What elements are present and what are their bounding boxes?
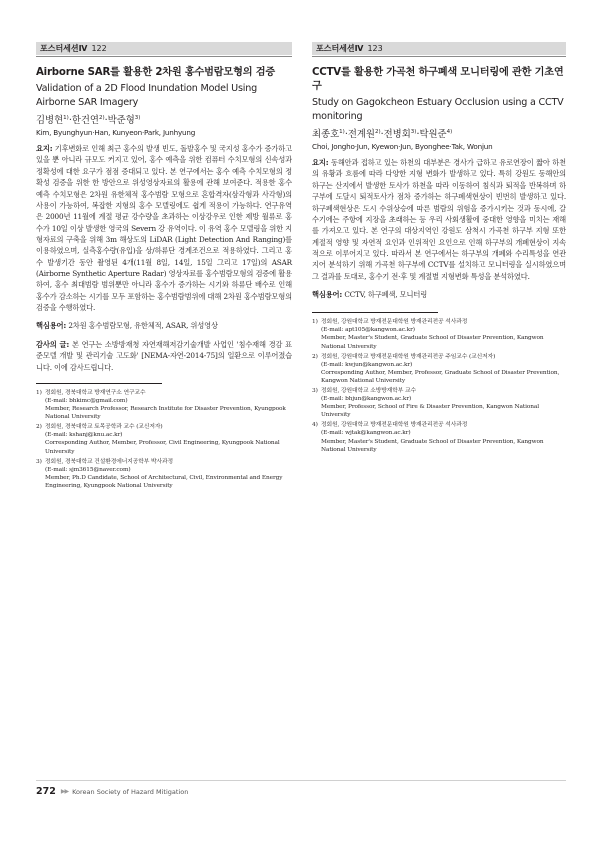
- author-affiliation-mark: 3): [134, 115, 141, 121]
- author-affiliation-mark: 2): [98, 115, 105, 121]
- author-name: 전병회: [383, 129, 411, 141]
- author-name: 박준형: [107, 115, 135, 127]
- footnote-line: Member, Master's Student, Graduate School of Disaster Prevention, Kangwon National University: [321, 438, 544, 453]
- authors-en: Kim, Byunghyun·Han, Kunyeon·Park, Junhyung: [36, 128, 196, 138]
- footnote-line: 정회원, 강원대학교 방재전문대학원 방재관리전공 석사과정: [321, 319, 468, 326]
- footnote-line: (E-mail: kwjun@kangwon.ac.kr): [321, 361, 413, 368]
- footnote: [312, 353, 566, 385]
- page-number: 272: [36, 786, 56, 797]
- article-title-en: Study on Gagokcheon Estuary Occlusion using a CCTV monitoring: [312, 97, 564, 122]
- author-separator: ·: [344, 129, 348, 141]
- article-title-ko: CCTV를 활용한 가곡천 하구폐색 모니터링에 관한 기초연구: [312, 67, 564, 92]
- acknowledgement: [36, 339, 292, 373]
- session-label: 포스터세션Ⅳ: [40, 44, 88, 53]
- author-separator: ·: [68, 115, 72, 127]
- footnote-line: Member, Professor, School of Fire & Disaster Prevention, Kangwon National University: [321, 404, 539, 419]
- footnote-line: (E-mail: bhkimc@gmail.com): [45, 398, 128, 404]
- footnote-body: [45, 458, 292, 490]
- abstract-text: 동해안과 접하고 있는 하천의 대부분은 경사가 급하고 유로연장이 짧아 하천의 유황과 흐름에 따라 다양한 지형 변화가 발생하고 있다. 특히 강원도 동해안의 하구는 산지에서 발생한 토사가 하천을 따라 이동하여 침식과 퇴적을 반복하며 하구부에 도달시 퇴적토사가 점차 증가하는 하구폐색현상이 빈번히 발생하고 있다. 하구폐색현상은 도시 수위상승에 따른 범람의 위험을 증가시키는 것과 동시에, 갈수기에는 주항에 지장을 초래하는 등 우리 사회생활에 중대한 영향을 미치는 재해를 가져오고 있다. 본 연구의 대상지역인 강원도 삼척시 가곡천 하구부 지형 또한 계절적 영향 및 자연적 요인과 인위적인 요인으로 인해 하구부의 개폐현상이 지속적으로 이루어지고 있다. 따라서 본 연구에서는 하구부의 개폐와 수리특성을 연관 지어 분석하기 위해 가곡천 하구부에 CCTV를 설치하고 모니터링을 실시하였으며 그 결과를 토대로, 홍수기 전·후 및 계절별 지형변화 특성을 분석하였다.: [312, 158, 566, 281]
- author-name: 탁원준: [419, 129, 447, 141]
- footnotes: [36, 389, 292, 490]
- keywords-text: CCTV, 하구폐색, 모니터링: [342, 289, 428, 299]
- author-separator: ·: [416, 129, 420, 141]
- footnote-line: Member, Ph.D Candidate, School of Architectural, Civil, Environmental and Energy Engineering, Kyungpook National University: [45, 474, 283, 489]
- author-affiliation-mark: 3): [410, 129, 417, 135]
- footnote: [312, 421, 566, 453]
- footnote-body: [321, 387, 566, 419]
- footnote-body: [321, 353, 566, 385]
- footnote-body: [321, 421, 566, 453]
- footnote: [312, 387, 566, 419]
- author-affiliation-mark: 1): [63, 115, 69, 121]
- footnote-line: 정회원, 경북대학교 토목공학과 교수 (교신저자): [45, 424, 163, 431]
- footnote-line: 정회원, 강원대학교 방재전문대학원 방재관리전공 주임교수 (교신저자): [321, 353, 496, 360]
- footnote-line: (E-mail: wjtak@kangwon.ac.kr): [321, 430, 411, 437]
- footnote-line: 정회원, 경북대학교 방재연구소 연구교수: [45, 389, 146, 396]
- footnotes: [312, 318, 566, 454]
- footnote-number: 4): [312, 422, 318, 429]
- article-title-ko: Airborne SAR를 활용한 2차원 홍수범람모형의 검증: [36, 67, 275, 78]
- footnote-body: [321, 318, 566, 350]
- footnote-line: 정회원, 강원대학교 방재전문대학원 방재관리전공 석사과정: [321, 422, 468, 429]
- footnote-line: 정회원, 경북대학교 건설환경에너지공학부 박사과정: [45, 458, 173, 465]
- tag-divider: [312, 56, 566, 57]
- abstract-label: 요지:: [312, 158, 329, 168]
- footnote-line: Corresponding Author, Member, Professor, Graduate School of Disaster Prevention, Kangwon National University: [321, 369, 560, 384]
- session-tag: [312, 42, 566, 55]
- footnote-line: (E-mail: kshanj@knu.ac.kr): [45, 432, 123, 439]
- footnote-body: [45, 389, 292, 421]
- footnote-line: Corresponding Author, Member, Professor, Civil Engineering, Kyungpook National University: [45, 440, 280, 455]
- footnote-divider: [36, 383, 162, 384]
- session-number: 122: [91, 44, 107, 53]
- abstract: [36, 143, 292, 313]
- abstract: [312, 157, 566, 282]
- footnote-line: Member, Research Professor, Research Institute for Disaster Prevention, Kyungpook National University: [45, 406, 286, 421]
- footer-divider: [36, 780, 566, 781]
- footnote-number: 2): [312, 353, 318, 360]
- footnote-number: 3): [312, 388, 318, 394]
- tag-divider: [36, 56, 292, 57]
- footnote: [36, 423, 292, 455]
- author-name: 김병현: [36, 115, 64, 127]
- session-label: 포스터세션Ⅳ: [316, 44, 364, 53]
- abstract-text: 기후변화로 인해 최근 홍수의 발생 빈도, 돌발홍수 및 국지성 홍수가 증가하고 있을 뿐 아니라 규모도 커지고 있어, 홍수 예측을 위한 컴퓨터 수치모형의 신속성과 정확성에 대한 요구가 점점 증대되고 있다. 본 연구에서는 홍수 예측 수치모형의 정확성 검증을 위한 한 방안으로 위성영상자료의 활용에 관해 보여준다. 적용한 홍수 예측 수치모형은 2차원 유한체적 홍수범람 모형으로 혼합격자(삼각형과 사각형)의 사용이 가능하여, 복잡한 지형의 홍수 모델링에도 쉽게 적용이 가능하다. 연구유역은 2000년 11월에 계절 평균 강수량을 초과하는 이상강우로 인한 제방 월류로 홍수가 10일 이상 발생한 영국의 Severn 강 유역이다. 이 유역 홍수 모델링을 위한 지형자료의 구축을 위해 3m 해상도의 LiDAR (Light Detection And Ranging)를 이용하였으며, 실측홍수량(유입)을 상/하류단 경계조건으로 적용하였다. 그리고 홍수 발생기간 동안 촬영된 4개(11월 8일, 14일, 15일 그리고 17일)의 ASAR (Airborne Synthetic Aperture Radar) 영상자료를 홍수범람모형의 검증에 활용하여, 홍수 최대범람 범위뿐만 아니라 홍수가 증가하는 시기와 하류단 배수로 인해 홍수가 감소하는 시기를 모두 포함하는 홍수범람범위에 대해 2차원 홍수범람모형의 검증을 수행하였다.: [36, 144, 292, 312]
- footnote: [36, 389, 292, 421]
- authors-ko: [312, 126, 566, 141]
- footnote-line: 정회원, 강원대학교 소방방재학부 교수: [321, 388, 416, 394]
- right-article: [312, 42, 566, 456]
- author-name: 한건연: [71, 115, 99, 127]
- footnote-line: (E-mail: apt105@kangwon.ac.kr): [321, 327, 415, 334]
- keywords: [36, 320, 292, 331]
- footnote-number: 1): [36, 389, 42, 396]
- footnote: [312, 318, 566, 350]
- keywords: [312, 289, 566, 300]
- ack-label: 감사의 글:: [36, 339, 70, 349]
- footnote: [36, 458, 292, 490]
- left-article: [36, 42, 292, 492]
- author-affiliation-mark: 4): [446, 129, 453, 135]
- session-tag: [36, 42, 292, 55]
- abstract-label: 요지:: [36, 144, 53, 154]
- keywords-label: 핵심용어:: [36, 321, 67, 331]
- footnote-line: (E-mail: sjm3615@naver.com): [45, 466, 131, 473]
- footnote-body: [45, 423, 292, 455]
- authors-ko: [36, 112, 292, 127]
- ack-text: 본 연구는 소방방재청 자연재해저감기술개발 사업인 '침수재해 경감 표준모델 개발 및 관리기술 고도화' [NEMA-자연-2014-75]의 일환으로 이루어졌습니다. 이에 감사드립니다.: [36, 339, 292, 372]
- footnote-line: (E-mail: bhjun@kangwon.ac.kr): [321, 396, 412, 403]
- footnote-number: 3): [36, 458, 42, 465]
- footnote-number: 1): [312, 319, 318, 326]
- arrow-icon: ▶▶: [60, 788, 69, 795]
- author-name: 전계원: [347, 129, 375, 141]
- keywords-label: 핵심용어:: [312, 289, 343, 299]
- footnote-number: 2): [36, 424, 42, 431]
- author-separator: ·: [380, 129, 384, 141]
- article-title-en: Validation of a 2D Flood Inundation Model Using Airborne SAR Imagery: [36, 83, 258, 108]
- author-name: 최종호: [312, 129, 340, 141]
- author-affiliation-mark: 2): [374, 129, 381, 135]
- society-name: Korean Society of Hazard Mitigation: [72, 787, 189, 796]
- author-affiliation-mark: 1): [339, 129, 345, 135]
- session-number: 123: [367, 44, 383, 53]
- footnote-line: Member, Master's Student, Graduate School of Disaster Prevention, Kangwon National University: [321, 335, 544, 350]
- footnote-divider: [312, 312, 438, 313]
- author-separator: ·: [104, 115, 108, 127]
- keywords-text: 2차원 홍수범람모형, 유한체적, ASAR, 위성영상: [66, 321, 218, 331]
- authors-en: Choi, Jongho·Jun, Kyewon·Jun, Byonghee·Tak, Wonjun: [312, 142, 493, 152]
- page-footer: [36, 786, 188, 797]
